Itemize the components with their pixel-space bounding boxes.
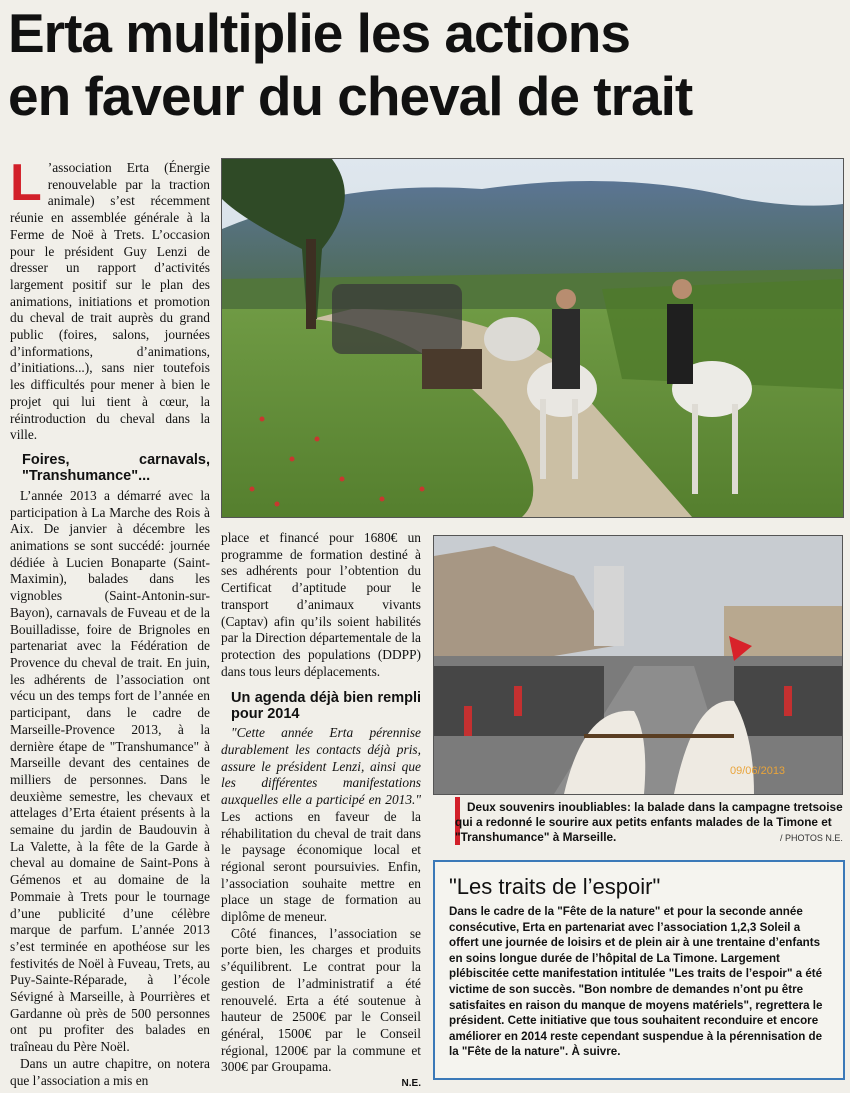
body-paragraph-formation: place et financé pour 1680€ un programme de formation destiné à ses adhérents pour l’obtention du Certificat d’aptitude pour le transport d’animaux vivants (Captav) afin qu’ils soient habilités par la Direction départementale de la protection des populations (DDPP) dans tous leurs déplacements. bbox=[221, 530, 421, 679]
photo-date-stamp: 09/06/2013 bbox=[730, 765, 786, 777]
headline bbox=[8, 2, 848, 128]
photo-credit: / PHOTOS N.E. bbox=[780, 833, 843, 843]
article-column-2 bbox=[221, 530, 421, 1093]
box-text: Dans le cadre de la "Fête de la nature" et pour la seconde année consécutive, Erta en partenariat avec l’association 1,2,3 Soleil a offert une journée de loisirs et de plein air à une trentaine d’enfants en soins longue durée de l’hôpital de La Timone. Largement plébiscitée cette manifestation intitulée "Les traits de l’espoir" a été victime de son succès. "Bon nombre de demandes n’ont pu être satisfaites en raison du manque de moyens matériels", regrettera le président. Cette initiative que tous souhaitent reconduire et encore améliorer en 2014 reste cependant suspendue à la pérennisation de la "Fête de la nature". À suivre. bbox=[449, 905, 823, 1059]
subhead-foires: Foires, carnavals, "Transhumance"... bbox=[22, 451, 210, 484]
photo-countryside-image bbox=[222, 159, 843, 517]
headline-line-2: en faveur du cheval de trait bbox=[8, 65, 693, 127]
subhead-agenda: Un agenda déjà bien rempli pour 2014 bbox=[231, 690, 421, 723]
photo-transhumance-marseille bbox=[433, 535, 843, 795]
photo-transhumance-image bbox=[434, 536, 842, 794]
photo-caption: Deux souvenirs inoubliables: la balade dans la campagne tretsoise qui a redonné le sourire aux petits enfants malades de la Timone et "Transhumance" à Marseille. bbox=[455, 800, 843, 844]
author-signature: N.E. bbox=[401, 1078, 421, 1090]
president-quote: "Cette année Erta pérennise durablement les contacts déjà pris, assure le président Lenzi, ainsi que les différentes manifestations auxquelles elle a participé en 2013." bbox=[221, 725, 421, 808]
drop-cap: L bbox=[10, 154, 42, 212]
photo-countryside-ride bbox=[221, 158, 844, 518]
body-paragraph-2013: L’année 2013 a démarré avec la participation à La Marche des Rois à Aix. De janvier à décembre les animations se sont succédé: journée dédiée à Lucien Bonaparte (Saint-Maximin), balades dans les vignobles (Saint-Antonin-sur-Bayon), carnavals de Fuveau et de la Bouilladisse, foire de Brignoles en partenariat avec la Fédération de Provence du cheval de trait. En juin, les adhérents de l’association ont vécu un des temps fort de l’année en participant, dans le cadre de Marseille-Provence 2013, à la dernière étape de "Transhumance" à Marseille devant des centaines de milliers de personnes. Dans le deuxième semestre, les chevaux et attelages d’Erta étaient présents à la semaine du jardin de Baudouvin à La Valette, à la fête de la Garde à cheval au domaine de Saint-Pons à Gémenos et au domaine de la Pommaie à Trets pour le tournage d’une publicité d’une célèbre marque de parfum. L’année 2013 s’est terminée en apothéose sur les festivités de Noël à Fuveau, Trets, au Puy-Sainte-Réparade, à l’école Sévigné à Marseille, à Pourrières et Gardanne où près de 500 personnes ont pu profiter des balades en traîneau du Père Noël. bbox=[10, 487, 210, 1055]
box-title: "Les traits de l’espoir" bbox=[449, 874, 661, 899]
intro-paragraph: L ’association Erta (Énergie renouvelable par la traction animale) s’est récemment réunie en assemblée générale à la Ferme de Noë à Trets. L’occasion pour le président Guy Lenzi de dresser un rapport d’activités largement positif sur le plan des animations, initiations et promotion du cheval de trait auprès du grand public (foires, salons, journées d’informations, d’animations, d’initiations...), sans nier toutefois les difficultés pour mener à bien le projet qui lui tient à cœur, la réintroduction du cheval dans la ville. bbox=[10, 154, 210, 443]
body-paragraph-finances: Côté finances, l’association se porte bien, les charges et produits s’équilibrent. Le contrat pour la gestion de l’administratif a été renouvelé. Erta a été soutenue à hauteur de 2500€ par le Conseil général, 1500€ par le Conseil régional, 1200€ par la commune et 300€ par Groupama. bbox=[221, 925, 421, 1075]
body-paragraph-chapitre: Dans un autre chapitre, on notera que l’association a mis en bbox=[10, 1055, 210, 1088]
headline-line-1: Erta multiplie les actions bbox=[8, 2, 630, 64]
sidebar-box-traits-espoir bbox=[433, 860, 845, 1080]
body-paragraph-quote: "Cette année Erta pérennise durablement les contacts déjà pris, assure le président Lenzi, ainsi que les différentes manifestations auxquelles elle a participé en 2013." Les actions en faveur de la réhabilitation du cheval de trait dans le paysage économique local et régional seront poursuivies. Enfin, l’association souhaite mettre en place un stage de formation au diplôme de meneur. bbox=[221, 725, 421, 925]
article-column-1 bbox=[10, 154, 210, 1089]
